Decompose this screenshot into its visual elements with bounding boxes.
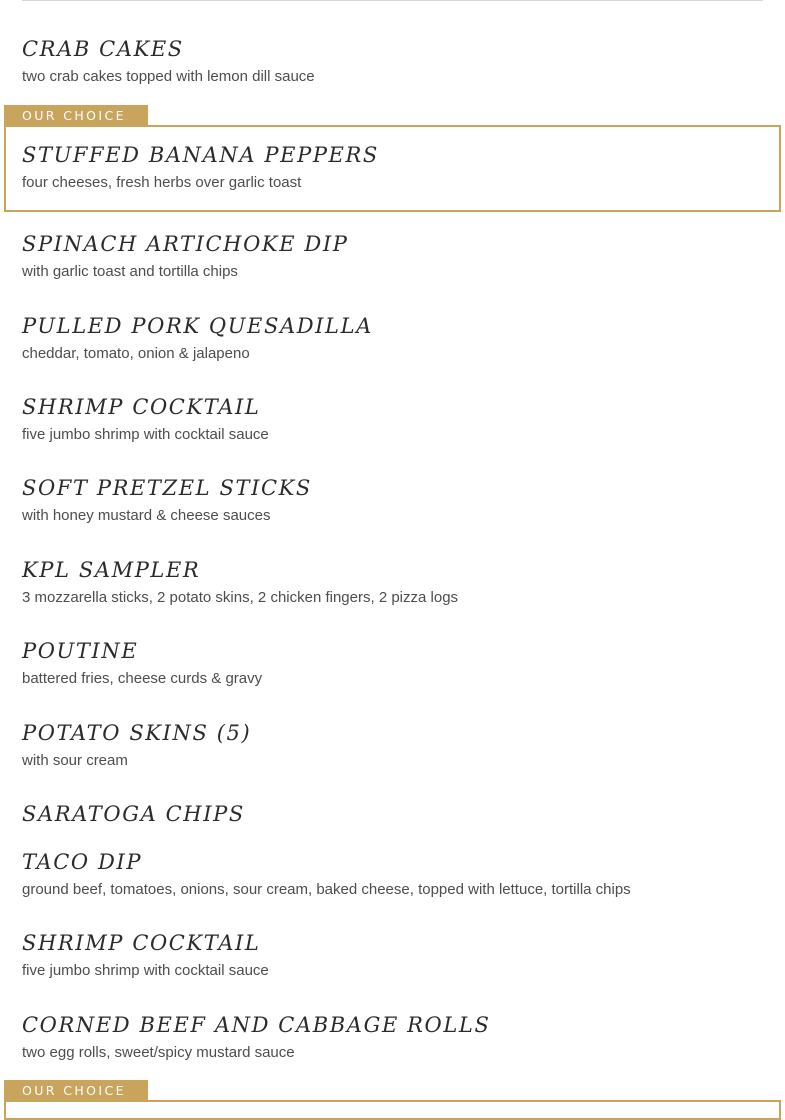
menu-item — [22, 1012, 762, 1063]
menu-item-description: two crab cakes topped with lemon dill sauce — [22, 68, 315, 85]
our-choice-badge: OUR CHOICE — [4, 1080, 148, 1101]
our-choice-badge: OUR CHOICE — [4, 105, 148, 126]
menu-item-name: POTATO SKINS (5) — [22, 721, 252, 745]
menu-item-description: battered fries, cheese curds & gravy — [22, 670, 263, 687]
menu-item-name: TACO DIP — [22, 850, 143, 874]
featured-menu-item — [22, 142, 762, 193]
menu-item — [22, 36, 762, 87]
menu-item — [22, 475, 762, 526]
menu-item — [22, 849, 762, 900]
menu-item — [22, 394, 762, 445]
menu-item-description: two egg rolls, sweet/spicy mustard sauce — [22, 1044, 295, 1061]
menu-item — [22, 930, 762, 981]
menu-item-name: SOFT PRETZEL STICKS — [22, 476, 312, 500]
menu-item-name: SHRIMP COCKTAIL — [22, 931, 261, 955]
menu-item-name: CORNED BEEF AND CABBAGE ROLLS — [22, 1013, 491, 1037]
menu-item — [22, 638, 762, 689]
menu-item-description: 3 mozzarella sticks, 2 potato skins, 2 chicken fingers, 2 pizza logs — [22, 589, 459, 606]
menu-item-name: SARATOGA CHIPS — [22, 802, 245, 826]
menu-item-name: SPINACH ARTICHOKE DIP — [22, 232, 349, 256]
menu-item-description: four cheeses, fresh herbs over garlic toast — [22, 174, 302, 191]
menu-item-name: KPL SAMPLER — [22, 558, 201, 582]
menu-item-name: PULLED PORK QUESADILLA — [22, 314, 373, 338]
menu-item-description: five jumbo shrimp with cocktail sauce — [22, 962, 269, 979]
menu-item-name: STUFFED BANANA PEPPERS — [22, 143, 379, 167]
menu-item-name: CRAB CAKES — [22, 37, 184, 61]
menu-item — [22, 557, 762, 608]
menu-item-description: with honey mustard & cheese sauces — [22, 507, 271, 524]
menu-item-description: ground beef, tomatoes, onions, sour cream, baked cheese, topped with lettuce, tortilla chips — [22, 881, 631, 898]
menu-item-name: POUTINE — [22, 639, 139, 663]
menu-item-description: with sour cream — [22, 752, 128, 769]
menu-item-description: cheddar, tomato, onion & jalapeno — [22, 345, 250, 362]
menu-item — [22, 801, 762, 827]
menu-item — [22, 720, 762, 771]
menu-item-description: five jumbo shrimp with cocktail sauce — [22, 426, 269, 443]
featured-item-frame — [4, 1100, 781, 1120]
menu-item-description: with garlic toast and tortilla chips — [22, 263, 238, 280]
menu-item — [22, 231, 762, 282]
menu-item-name: SHRIMP COCKTAIL — [22, 395, 261, 419]
menu-item — [22, 313, 762, 364]
top-divider — [22, 0, 763, 1]
